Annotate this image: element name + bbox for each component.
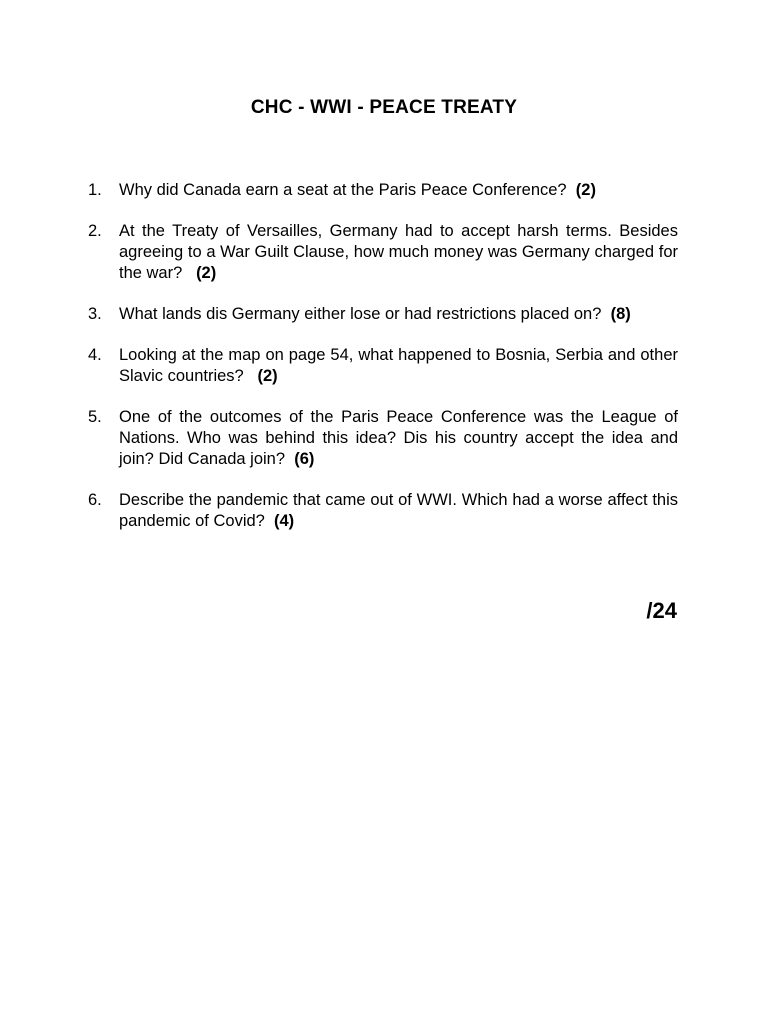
question-item-6 bbox=[88, 490, 678, 532]
question-marks: (8) bbox=[610, 305, 631, 323]
question-marks: (2) bbox=[196, 264, 217, 282]
question-marks: (2) bbox=[575, 181, 596, 199]
question-text: One of the outcomes of the Paris Peace Conference was the League of Nations. Who was behind this idea? Dis his country accept the idea and join? Did Canada join? bbox=[119, 408, 678, 468]
question-item-4 bbox=[88, 345, 678, 387]
question-number: 3. bbox=[88, 305, 102, 323]
question-item-1 bbox=[88, 180, 678, 201]
total-marks: /24 bbox=[646, 598, 677, 623]
question-text: What lands dis Germany either lose or had restrictions placed on? bbox=[119, 305, 602, 323]
question-marks: (4) bbox=[274, 512, 295, 530]
question-item-5 bbox=[88, 407, 678, 470]
question-item-3 bbox=[88, 304, 678, 325]
question-item-2 bbox=[88, 221, 678, 284]
question-marks: (6) bbox=[294, 450, 315, 468]
question-number: 4. bbox=[88, 346, 102, 364]
question-number: 1. bbox=[88, 181, 102, 199]
question-list bbox=[88, 180, 678, 552]
question-text: Looking at the map on page 54, what happened to Bosnia, Serbia and other Slavic countries? bbox=[119, 346, 678, 385]
question-number: 6. bbox=[88, 491, 102, 509]
question-number: 2. bbox=[88, 222, 102, 240]
question-number: 5. bbox=[88, 408, 102, 426]
question-marks: (2) bbox=[257, 367, 278, 385]
question-text: Describe the pandemic that came out of WWI. Which had a worse affect this pandemic of Covid? bbox=[119, 491, 678, 530]
page-title: CHC - WWI - PEACE TREATY bbox=[250, 97, 518, 118]
question-text: Why did Canada earn a seat at the Paris Peace Conference? bbox=[119, 181, 567, 199]
question-text: At the Treaty of Versailles, Germany had to accept harsh terms. Besides agreeing to a War Guilt Clause, how much money was Germany charged for the war? bbox=[119, 222, 678, 282]
